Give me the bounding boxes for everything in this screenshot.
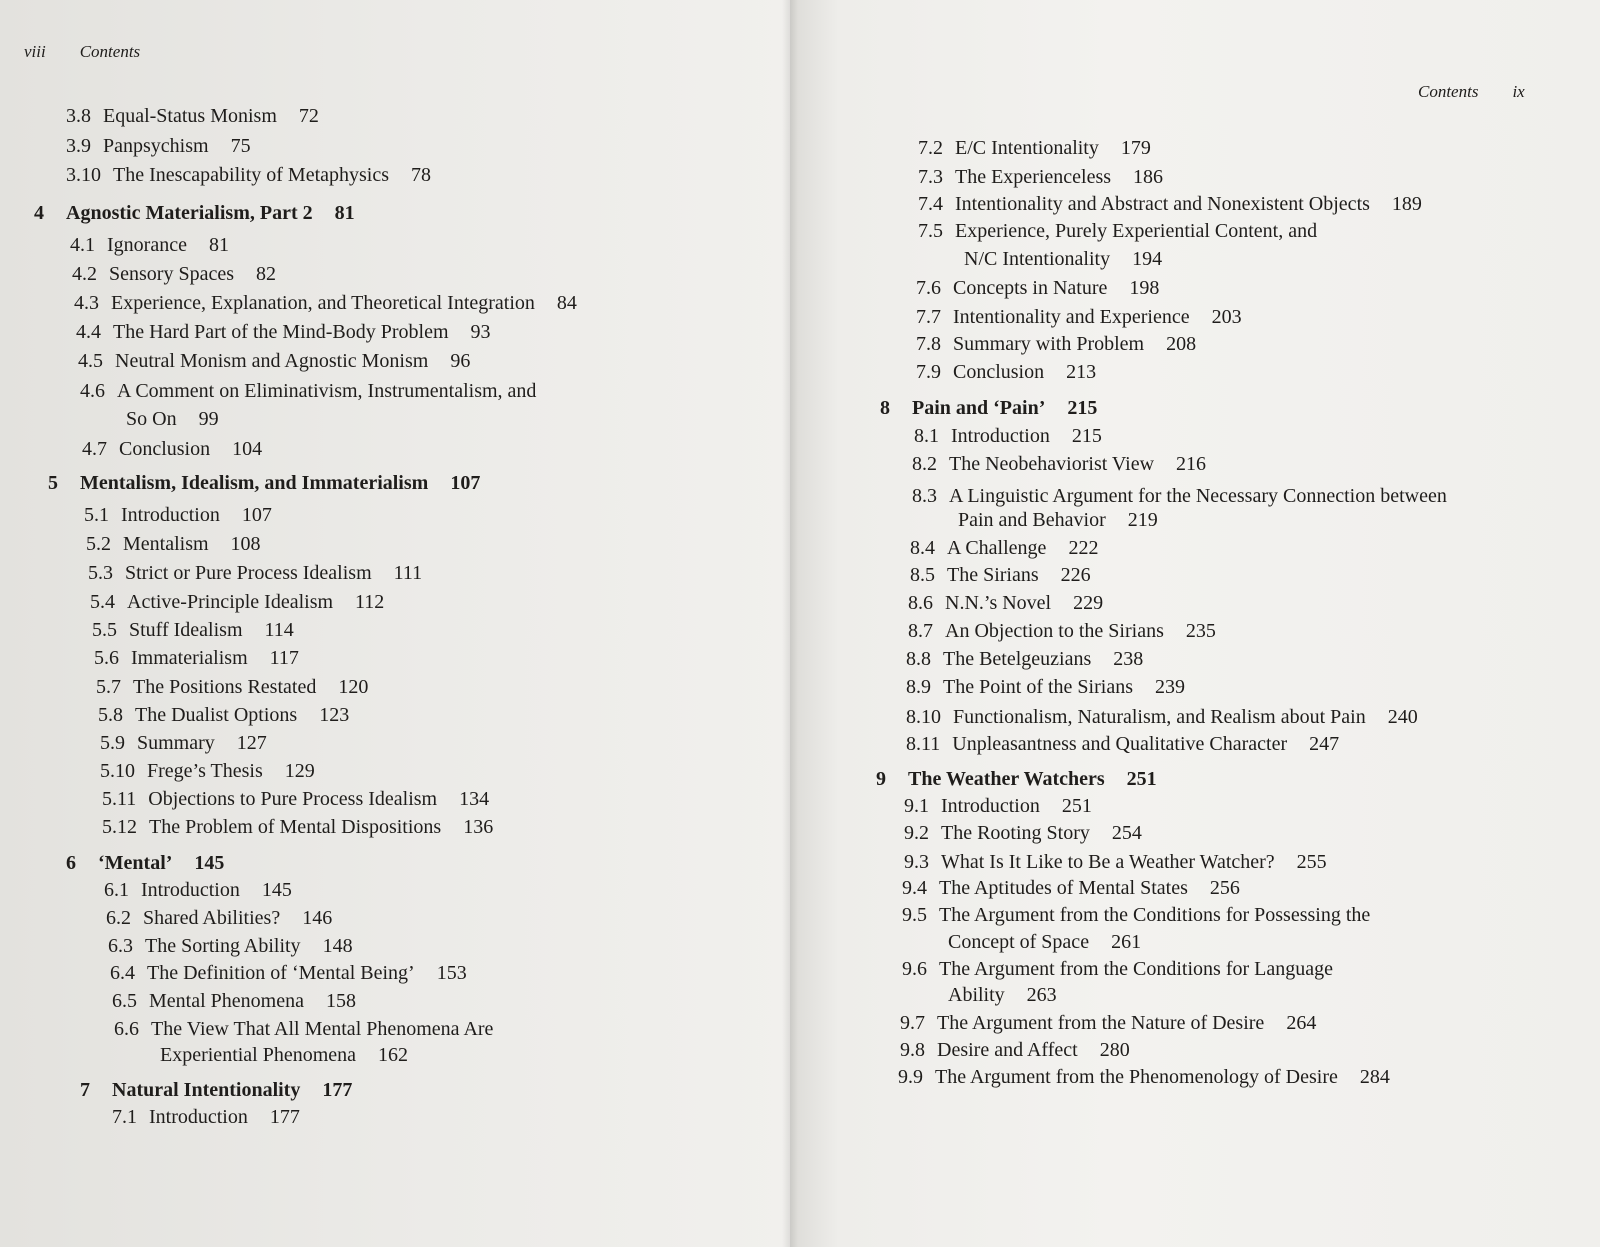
entry-number: 9.2 [904,822,929,844]
entry-title: Sensory Spaces [109,263,234,285]
right-section-entry [918,219,1317,243]
entry-number: 5.10 [100,760,135,782]
entry-page-number: 111 [393,562,423,584]
entry-title: Intentionality and Experience [953,306,1190,328]
entry-title: The Positions Restated [133,676,317,698]
entry-title: Experience, Purely Experiential Content, and [955,220,1318,242]
entry-number: 9.8 [900,1039,925,1061]
entry-page-number: 213 [1066,361,1097,383]
entry-number: 5.5 [92,619,117,641]
entry-number: 4.3 [74,292,99,314]
entry-page-number: 158 [325,990,356,1012]
entry-title: Concept of Space [948,931,1090,953]
entry-title: Unpleasantness and Qualitative Character [952,733,1288,755]
entry-number: 8.9 [906,676,931,698]
entry-title: Mentalism, Idealism, and Immaterialism [80,472,429,494]
entry-page-number: 72 [298,105,319,127]
left-page [0,0,790,1247]
left-chapter-entry [34,201,355,225]
entry-number: 8.11 [906,733,941,755]
entry-number: 9.9 [898,1066,923,1088]
right-section-entry [906,647,1143,671]
entry-page-number: 251 [1061,795,1092,817]
left-section-entry [74,291,577,315]
entry-page-number: 216 [1176,453,1207,475]
entry-page-number: 162 [378,1044,409,1066]
entry-page-number: 264 [1286,1012,1317,1034]
entry-number: 5.6 [94,647,119,669]
entry-number: 8.7 [908,620,933,642]
entry-title: The Rooting Story [941,822,1090,844]
right-section-entry [904,794,1092,818]
entry-number: 5.7 [96,676,121,698]
entry-number: 6.6 [114,1018,139,1040]
right-running-head-label: Contents [1418,82,1479,101]
entry-number: 5.4 [90,591,115,613]
entry-number: 8 [880,397,890,419]
entry-number: 8.10 [906,706,941,728]
entry-page-number: 177 [322,1079,353,1101]
entry-title: Functionalism, Naturalism, and Realism about Pain [953,706,1366,728]
right-section-entry [918,165,1163,189]
right-section-entry [908,619,1216,643]
right-section-entry [900,1038,1130,1062]
left-section-entry [86,532,261,556]
left-section-entry [66,134,251,158]
left-section-entry [100,759,315,783]
entry-title: Neutral Monism and Agnostic Monism [115,350,429,372]
entry-page-number: 254 [1111,822,1142,844]
entry-page-number: 177 [269,1106,300,1128]
right-section-entry [910,536,1098,560]
entry-page-number: 186 [1133,166,1164,188]
entry-page-number: 120 [338,676,369,698]
right-section-entry [912,452,1206,476]
entry-page-number: 284 [1359,1066,1390,1088]
entry-title: Objections to Pure Process Idealism [148,788,438,810]
left-section-entry [100,731,267,755]
entry-page-number: 107 [241,504,272,526]
entry-number: 3.9 [66,135,91,157]
entry-title: The Betelgeuzians [943,648,1092,670]
entry-title: What Is It Like to Be a Weather Watcher? [941,851,1275,873]
entry-title: Strict or Pure Process Idealism [125,562,372,584]
entry-number: 5.3 [88,562,113,584]
entry-number: 7.2 [918,137,943,159]
entry-title: The Experienceless [955,166,1112,188]
entry-title: Intentionality and Abstract and Nonexistent Objects [955,193,1370,215]
left-section-entry [98,703,349,727]
entry-title: Shared Abilities? [143,907,281,929]
entry-title: Pain and Behavior [958,509,1106,531]
right-entry-continuation [964,247,1162,271]
left-section-entry [88,561,422,585]
right-section-entry [906,732,1339,756]
entry-page-number: 104 [232,438,263,460]
left-section-entry [76,320,491,344]
entry-number: 8.4 [910,537,935,559]
entry-number: 5.1 [84,504,109,526]
entry-number: 8.1 [914,425,939,447]
entry-page-number: 99 [198,408,219,430]
entry-number: 7.9 [916,361,941,383]
right-section-entry [910,563,1091,587]
entry-number: 7.7 [916,306,941,328]
entry-number: 9.5 [902,904,927,926]
entry-page-number: 208 [1166,333,1197,355]
right-section-entry [900,1011,1316,1035]
entry-title: Introduction [141,879,240,901]
entry-number: 8.6 [908,592,933,614]
left-running-head-label: Contents [79,42,141,61]
entry-page-number: 261 [1111,931,1142,953]
right-section-entry [918,192,1422,216]
left-section-entry [112,1105,300,1129]
entry-page-number: 222 [1068,537,1099,559]
right-chapter-entry [876,767,1157,791]
right-section-entry [914,424,1102,448]
entry-title: The Dualist Options [135,704,298,726]
entry-title: The Aptitudes of Mental States [939,877,1188,899]
entry-number: 8.5 [910,564,935,586]
entry-page-number: 136 [463,816,494,838]
entry-number: 7 [80,1079,90,1101]
entry-title: The Point of the Sirians [943,676,1133,698]
book-gutter [782,0,798,1247]
entry-page-number: 194 [1132,248,1163,270]
entry-number: 6.4 [110,962,135,984]
left-entry-continuation [160,1043,408,1067]
left-section-entry [78,349,470,373]
entry-page-number: 235 [1185,620,1216,642]
left-entry-continuation [126,407,219,431]
entry-number: 7.8 [916,333,941,355]
entry-title: Experiential Phenomena [160,1044,357,1066]
entry-number: 7.1 [112,1106,137,1128]
right-section-entry [904,850,1327,874]
left-chapter-entry [66,851,224,875]
entry-number: 6.2 [106,907,131,929]
entry-page-number: 263 [1026,984,1057,1006]
entry-title: Concepts in Nature [953,277,1108,299]
right-page [790,0,1600,1247]
entry-page-number: 215 [1071,425,1102,447]
entry-number: 4.1 [70,234,95,256]
right-folio: ix [1512,82,1525,101]
entry-title: The Argument from the Conditions for Language [939,958,1333,980]
entry-number: 7.4 [918,193,943,215]
right-section-entry [904,821,1142,845]
entry-title: The Argument from the Phenomenology of Desire [935,1066,1338,1088]
left-section-entry [90,590,384,614]
entry-title: Introduction [121,504,220,526]
left-running-head [24,42,140,62]
entry-title: The Argument from the Conditions for Possessing the [939,904,1371,926]
entry-number: 6 [66,852,76,874]
left-folio: viii [24,42,46,61]
entry-page-number: 219 [1127,509,1158,531]
left-section-entry [84,503,272,527]
entry-title: Conclusion [119,438,211,460]
entry-title: The Neobehaviorist View [949,453,1155,475]
left-section-entry [108,934,353,958]
entry-title: Active-Principle Idealism [127,591,334,613]
entry-page-number: 239 [1154,676,1185,698]
entry-title: An Objection to the Sirians [945,620,1164,642]
entry-title: Introduction [941,795,1040,817]
entry-page-number: 189 [1391,193,1422,215]
right-section-entry [916,276,1159,300]
entry-page-number: 203 [1211,306,1242,328]
right-section-entry [912,484,1447,508]
entry-page-number: 146 [302,907,333,929]
left-section-entry [72,262,276,286]
entry-number: 7.5 [918,220,943,242]
entry-title: Ability [948,984,1005,1006]
right-running-head [1418,82,1525,102]
left-section-entry [94,646,299,670]
entry-page-number: 75 [230,135,251,157]
entry-title: The Definition of ‘Mental Being’ [147,962,415,984]
entry-page-number: 229 [1073,592,1104,614]
right-section-entry [906,675,1185,699]
entry-title: The Sirians [947,564,1039,586]
entry-title: Frege’s Thesis [147,760,263,782]
entry-page-number: 96 [450,350,471,372]
left-section-entry [106,906,332,930]
entry-number: 5 [48,472,58,494]
entry-title: Summary [137,732,215,754]
entry-title: Summary with Problem [953,333,1145,355]
left-section-entry [112,989,356,1013]
entry-page-number: 112 [355,591,385,613]
entry-number: 9 [876,768,886,790]
entry-title: Experience, Explanation, and Theoretical Integration [111,292,535,314]
right-entry-continuation [948,930,1141,954]
entry-page-number: 82 [255,263,276,285]
entry-number: 7.6 [916,277,941,299]
entry-number: 4.5 [78,350,103,372]
entry-title: Ignorance [107,234,187,256]
entry-number: 6.1 [104,879,129,901]
entry-number: 5.9 [100,732,125,754]
entry-title: N.N.’s Novel [945,592,1052,614]
entry-number: 9.6 [902,958,927,980]
right-section-entry [906,705,1418,729]
entry-title: A Comment on Eliminativism, Instrumentalism, and [117,380,537,402]
entry-title: Mentalism [123,533,209,555]
entry-number: 9.1 [904,795,929,817]
entry-page-number: 114 [264,619,294,641]
entry-title: Desire and Affect [937,1039,1078,1061]
entry-title: So On [126,408,177,430]
entry-page-number: 251 [1126,768,1157,790]
entry-number: 8.3 [912,485,937,507]
entry-number: 4.4 [76,321,101,343]
entry-page-number: 108 [230,533,261,555]
entry-page-number: 84 [556,292,577,314]
entry-page-number: 247 [1309,733,1340,755]
right-section-entry [918,136,1151,160]
entry-page-number: 127 [236,732,267,754]
entry-title: The Problem of Mental Dispositions [149,816,442,838]
entry-title: The Inescapability of Metaphysics [113,164,390,186]
left-section-entry [102,787,489,811]
entry-page-number: 129 [284,760,315,782]
entry-page-number: 226 [1060,564,1091,586]
entry-page-number: 107 [450,472,481,494]
entry-page-number: 93 [470,321,491,343]
right-section-entry [916,305,1242,329]
right-section-entry [916,360,1096,384]
entry-title: N/C Intentionality [964,248,1111,270]
right-entry-continuation [948,983,1057,1007]
entry-page-number: 78 [411,164,432,186]
entry-title: The Argument from the Nature of Desire [937,1012,1265,1034]
entry-number: 4.2 [72,263,97,285]
right-section-entry [916,332,1196,356]
entry-number: 3.8 [66,105,91,127]
left-chapter-entry [80,1078,352,1102]
entry-number: 6.3 [108,935,133,957]
entry-page-number: 145 [194,852,225,874]
left-chapter-entry [48,471,480,495]
entry-number: 4 [34,202,44,224]
entry-title: A Linguistic Argument for the Necessary Connection between [949,485,1447,507]
entry-number: 5.8 [98,704,123,726]
right-section-entry [902,876,1240,900]
entry-page-number: 238 [1113,648,1144,670]
left-section-entry [104,878,292,902]
entry-title: Agnostic Materialism, Part 2 [66,202,313,224]
right-entry-continuation [958,508,1158,532]
left-section-entry [110,961,467,985]
entry-number: 8.2 [912,453,937,475]
entry-title: Stuff Idealism [129,619,243,641]
entry-title: Panpsychism [103,135,209,157]
left-section-entry [82,437,262,461]
entry-title: Introduction [951,425,1050,447]
entry-title: E/C Intentionality [955,137,1099,159]
entry-page-number: 123 [319,704,350,726]
entry-page-number: 198 [1129,277,1160,299]
entry-title: Conclusion [953,361,1045,383]
entry-page-number: 256 [1209,877,1240,899]
entry-number: 5.11 [102,788,137,810]
entry-title: ‘Mental’ [98,852,173,874]
right-section-entry [908,591,1103,615]
entry-page-number: 240 [1387,706,1418,728]
entry-title: Natural Intentionality [112,1079,301,1101]
entry-page-number: 280 [1099,1039,1130,1061]
right-section-entry [902,957,1333,981]
entry-number: 9.3 [904,851,929,873]
entry-page-number: 153 [436,962,467,984]
entry-number: 5.2 [86,533,111,555]
left-section-entry [66,163,431,187]
left-section-entry [102,815,493,839]
left-section-entry [114,1017,493,1041]
entry-number: 9.4 [902,877,927,899]
entry-number: 4.6 [80,380,105,402]
left-section-entry [80,379,536,403]
entry-number: 3.10 [66,164,101,186]
entry-page-number: 134 [459,788,490,810]
left-section-entry [92,618,294,642]
entry-number: 4.7 [82,438,107,460]
right-section-entry [902,903,1370,927]
entry-page-number: 145 [261,879,292,901]
entry-page-number: 81 [208,234,229,256]
entry-title: The Sorting Ability [145,935,301,957]
entry-title: Mental Phenomena [149,990,304,1012]
entry-title: The Hard Part of the Mind-Body Problem [113,321,449,343]
entry-number: 8.8 [906,648,931,670]
entry-page-number: 215 [1067,397,1098,419]
entry-title: A Challenge [947,537,1047,559]
entry-title: The View That All Mental Phenomena Are [151,1018,494,1040]
entry-number: 6.5 [112,990,137,1012]
entry-number: 9.7 [900,1012,925,1034]
entry-title: Pain and ‘Pain’ [912,397,1046,419]
left-section-entry [70,233,229,257]
entry-page-number: 117 [269,647,299,669]
entry-title: The Weather Watchers [908,768,1105,790]
entry-title: Introduction [149,1106,248,1128]
entry-page-number: 148 [322,935,353,957]
right-chapter-entry [880,396,1097,420]
entry-number: 7.3 [918,166,943,188]
entry-number: 5.12 [102,816,137,838]
left-section-entry [96,675,368,699]
entry-page-number: 81 [334,202,355,224]
right-section-entry [898,1065,1390,1089]
entry-title: Equal-Status Monism [103,105,277,127]
entry-title: Immaterialism [131,647,248,669]
entry-page-number: 255 [1296,851,1327,873]
left-section-entry [66,104,319,128]
entry-page-number: 179 [1120,137,1151,159]
